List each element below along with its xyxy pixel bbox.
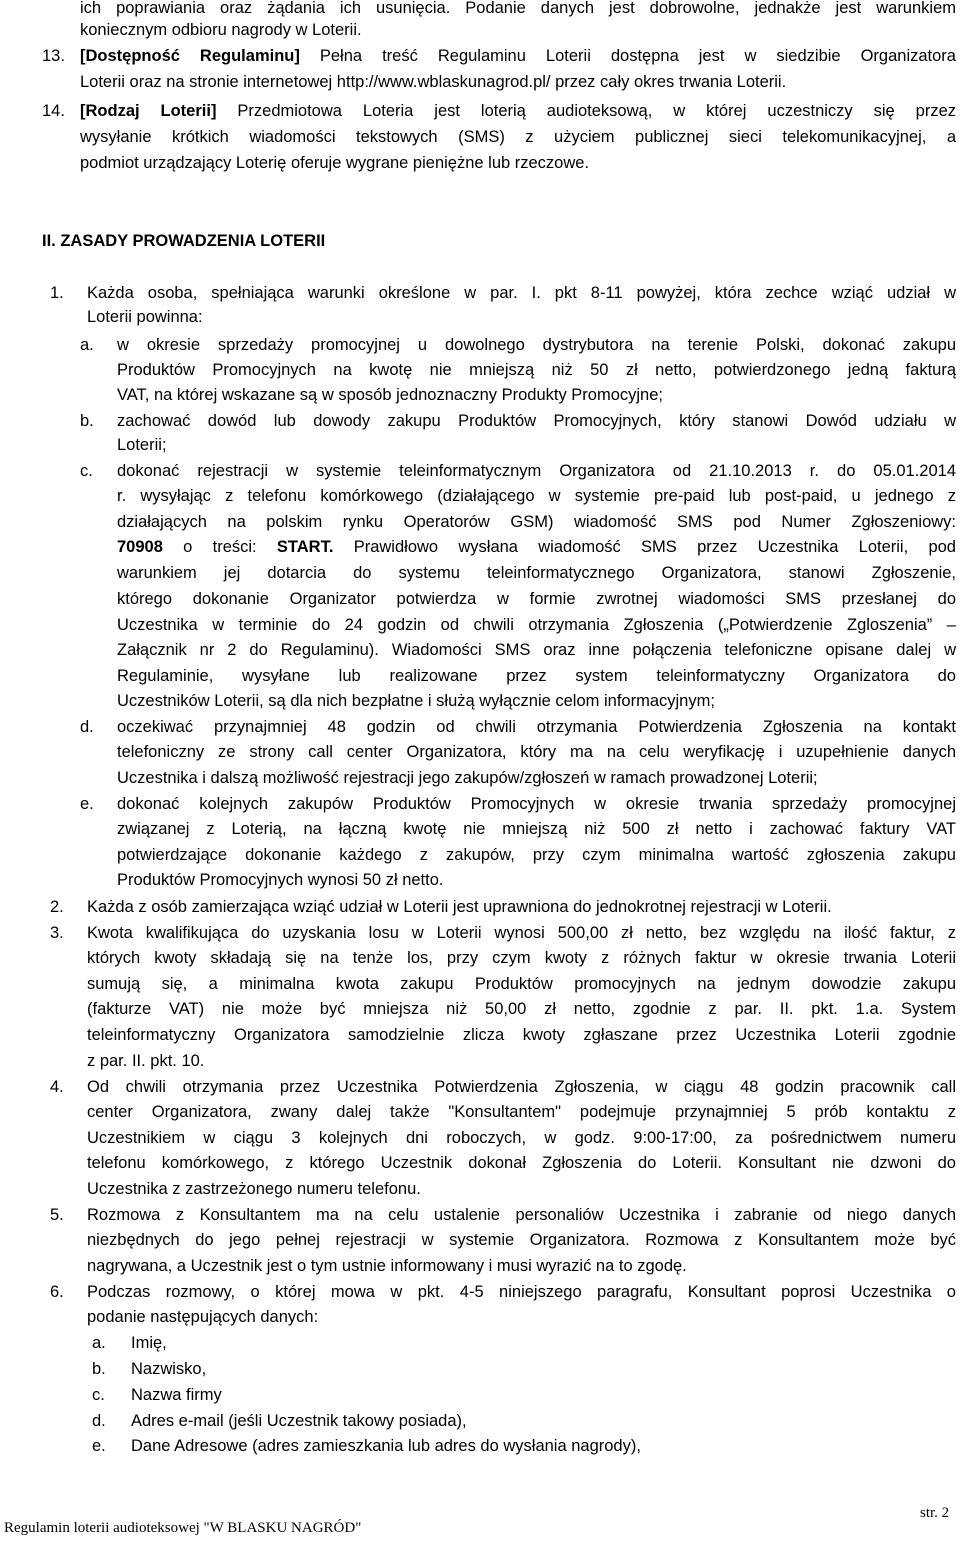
sub-item-label: e.	[92, 1437, 106, 1455]
list-item: Nazwisko,	[131, 1360, 207, 1378]
text-line: ich poprawiania oraz żądania ich usunięcia. Podanie danych jest dobrowolne, jednakże jest warunkiem	[80, 0, 956, 17]
text-line: związanej z Loterią, na łączną kwotę nie mniejszą niż 500 zł netto i zachować faktury VAT	[117, 820, 956, 838]
text-line: Loterii powinna:	[87, 308, 203, 326]
text-line: podanie następujących danych:	[87, 1308, 319, 1326]
sms-number: 70908	[117, 538, 163, 556]
sub-item-label: a.	[92, 1334, 106, 1352]
text-line: których kwoty składają się na tenże los, przy czym kwoty z różnych faktur w okresie trwania Loterii	[87, 949, 956, 967]
text-line: Produktów Promocyjnych na kwotę nie mniejszą niż 50 zł netto, potwierdzonego jedną fakturą	[117, 361, 956, 379]
sub-item-label: d.	[92, 1412, 106, 1430]
sub-item-label: c.	[80, 462, 93, 480]
text-line: Uczestnika w terminie do 24 godzin od chwili otrzymania Zgłoszenia („Potwierdzenie Zgloszenia” –	[117, 616, 956, 634]
text-line: wysyłanie krótkich wiadomości tekstowych (SMS) z użyciem publicznej sieci telekomunikacyjnej, a	[80, 128, 956, 146]
text-line: Loterii;	[117, 436, 167, 454]
item-number: 1.	[50, 284, 64, 302]
text-line: Kwota kwalifikująca do uzyskania losu w Loterii wynosi 500,00 zł netto, bez względu na ilość faktur, z	[87, 924, 956, 942]
paragraph-line	[80, 45, 956, 67]
text-line: center Organizatora, zwany dalej także "Konsultantem" podejmuje przynajmniej 5 prób kontaktu z	[87, 1103, 956, 1121]
text-line: Każda z osób zamierzająca wziąć udział w Loterii jest uprawniona do jednokrotnej rejestracji w Loterii.	[87, 898, 832, 916]
text-line	[117, 536, 956, 558]
page-number: str. 2	[920, 1505, 950, 1521]
list-item: Adres e-mail (jeśli Uczestnik takowy posiada),	[131, 1412, 467, 1430]
text-span: Pełna treść Regulaminu Loterii dostępna jest w siedzibie Organizatora	[319, 47, 956, 65]
text-line: potwierdzające dokonanie każdego z zakupów, przy czym minimalna wartość zgłoszenia zakupu	[117, 846, 956, 864]
item-number: 5.	[50, 1206, 64, 1224]
text-line: Uczestnikiem w ciągu 3 kolejnych dni roboczych, w godz. 9:00-17:00, za pośrednictwem numeru	[87, 1129, 956, 1147]
text-line: Uczestnika i dalszą możliwość rejestracji jego zakupów/zgłoszeń w ramach prowadzonej Loterii;	[117, 769, 818, 787]
text-line: dokonać kolejnych zakupów Produktów Promocyjnych w okresie trwania sprzedaży promocyjnej	[117, 795, 956, 813]
item-number: 14.	[42, 102, 65, 120]
item-number: 13.	[42, 47, 65, 65]
text-line: Produktów Promocyjnych wynosi 50 zł netto.	[117, 871, 444, 889]
text-line: podmiot urządzający Loterię oferuje wygrane pieniężne lub rzeczowe.	[80, 154, 590, 172]
text-line: telefoniczny ze strony call center Organizatora, który ma na celu weryfikację i uzupełnienie danych	[117, 743, 956, 761]
text-line: Załącznik nr 2 do Regulaminu). Wiadomości SMS oraz inne połączenia telefoniczne opisane dalej w	[117, 641, 956, 659]
text-line: niezbędnych do jego pełnej rejestracji w systemie Organizatora. Rozmowa z Konsultantem może być	[87, 1231, 956, 1249]
text-line: Od chwili otrzymania przez Uczestnika Potwierdzenia Zgłoszenia, w ciągu 48 godzin pracownik call	[87, 1078, 956, 1096]
text-line: (fakturze VAT) nie może być mniejsza niż 50,00 zł netto, zgodnie z par. II. pkt. 1.a. System	[87, 1000, 956, 1018]
text-line: dokonać rejestracji w systemie teleinformatycznym Organizatora od 21.10.2013 r. do 05.01.2014	[117, 462, 956, 480]
text-line: Uczestników Loterii, są dla nich bezpłatne i służą wyłącznie celom informacyjnym;	[117, 692, 715, 710]
sub-item-label: a.	[80, 336, 94, 354]
footer-title: Regulamin loterii audioteksowej "W BLASKU NAGRÓD"	[4, 1520, 362, 1536]
paragraph-line	[80, 100, 956, 122]
paragraph-title: [Rodzaj Loterii]	[80, 102, 217, 120]
item-number: 6.	[50, 1283, 64, 1301]
text-line: którego dokonanie Organizator potwierdza w formie zwrotnej wiadomości SMS przesłanej do	[117, 590, 956, 608]
sms-code: START.	[276, 538, 334, 556]
item-number: 2.	[50, 898, 64, 916]
paragraph-title: [Dostępność Regulaminu]	[80, 47, 300, 65]
text-line: zachować dowód lub dowody zakupu Produktów Promocyjnych, który stanowi Dowód udziału w	[117, 412, 956, 430]
text-line: koniecznym odbioru nagrody w Loterii.	[80, 21, 362, 39]
text-line: Podczas rozmowy, o której mowa w pkt. 4-5 niniejszego paragrafu, Konsultant poprosi Uczestnika o	[87, 1283, 956, 1301]
sub-item-label: d.	[80, 718, 94, 736]
section-heading: II. ZASADY PROWADZENIA LOTERII	[42, 232, 326, 250]
text-line: Regulaminie, wysyłane lub realizowane przez system teleinformatyczny Organizatora do	[117, 667, 956, 685]
text-span: o treści:	[183, 538, 257, 556]
text-line: warunkiem jej dotarcia do systemu teleinformatycznego Organizatora, stanowi Zgłoszenie,	[117, 564, 956, 582]
text-line: telefonu komórkowego, z którego Uczestnik dokonał Zgłoszenia do Loterii. Konsultant nie dzwoni do	[87, 1154, 956, 1172]
text-line: w okresie sprzedaży promocyjnej u dowolnego dystrybutora na terenie Polski, dokonać zakupu	[117, 336, 956, 354]
text-line: oczekiwać przynajmniej 48 godzin od chwili otrzymania Potwierdzenia Zgłoszenia na kontakt	[117, 718, 956, 736]
sub-item-label: b.	[80, 412, 94, 430]
text-line: teleinformatyczny Organizatora samodzielnie zlicza kwoty zgłaszane przez Uczestnika Loterii zgodnie	[87, 1026, 956, 1044]
list-item: Nazwa firmy	[131, 1386, 222, 1404]
text-line: Rozmowa z Konsultantem ma na celu ustalenie personaliów Uczestnika i zabranie od niego danych	[87, 1206, 956, 1224]
sub-item-label: c.	[92, 1386, 105, 1404]
text-line: z par. II. pkt. 10.	[87, 1052, 205, 1070]
text-line: nagrywana, a Uczestnik jest o tym ustnie informowany i musi wyrazić na to zgodę.	[87, 1257, 687, 1275]
text-line: Uczestnika z zastrzeżonego numeru telefonu.	[87, 1180, 421, 1198]
text-span: Przedmiotowa Loteria jest loterią audioteksową, w której uczestniczy się przez	[237, 102, 957, 120]
sub-item-label: b.	[92, 1360, 106, 1378]
text-line: VAT, na której wskazane są w sposób jednoznaczny Produkty Promocyjne;	[117, 386, 663, 404]
item-number: 4.	[50, 1078, 64, 1096]
text-line: Każda osoba, spełniająca warunki określone w par. I. pkt 8-11 powyżej, która zechce wziąć udział w	[87, 284, 956, 302]
text-line: Loterii oraz na stronie internetowej http://www.wblaskunagrod.pl/ przez cały okres trwania Loterii.	[80, 73, 787, 91]
item-number: 3.	[50, 924, 64, 942]
text-line: r. wysyłając z telefonu komórkowego (działającego w systemie pre-paid lub post-paid, u jednego z	[117, 487, 956, 505]
list-item: Imię,	[131, 1334, 167, 1352]
sub-item-label: e.	[80, 795, 94, 813]
text-span: Prawidłowo wysłana wiadomość SMS przez Uczestnika Loterii, pod	[353, 538, 956, 556]
list-item: Dane Adresowe (adres zamieszkania lub adres do wysłania nagrody),	[131, 1437, 641, 1455]
text-line: sumują się, a minimalna kwota zakupu Produktów promocyjnych na jednym dowodzie zakupu	[87, 975, 956, 993]
text-line: działających na polskim rynku Operatorów GSM) wiadomość SMS pod Numer Zgłoszeniowy:	[117, 513, 956, 531]
